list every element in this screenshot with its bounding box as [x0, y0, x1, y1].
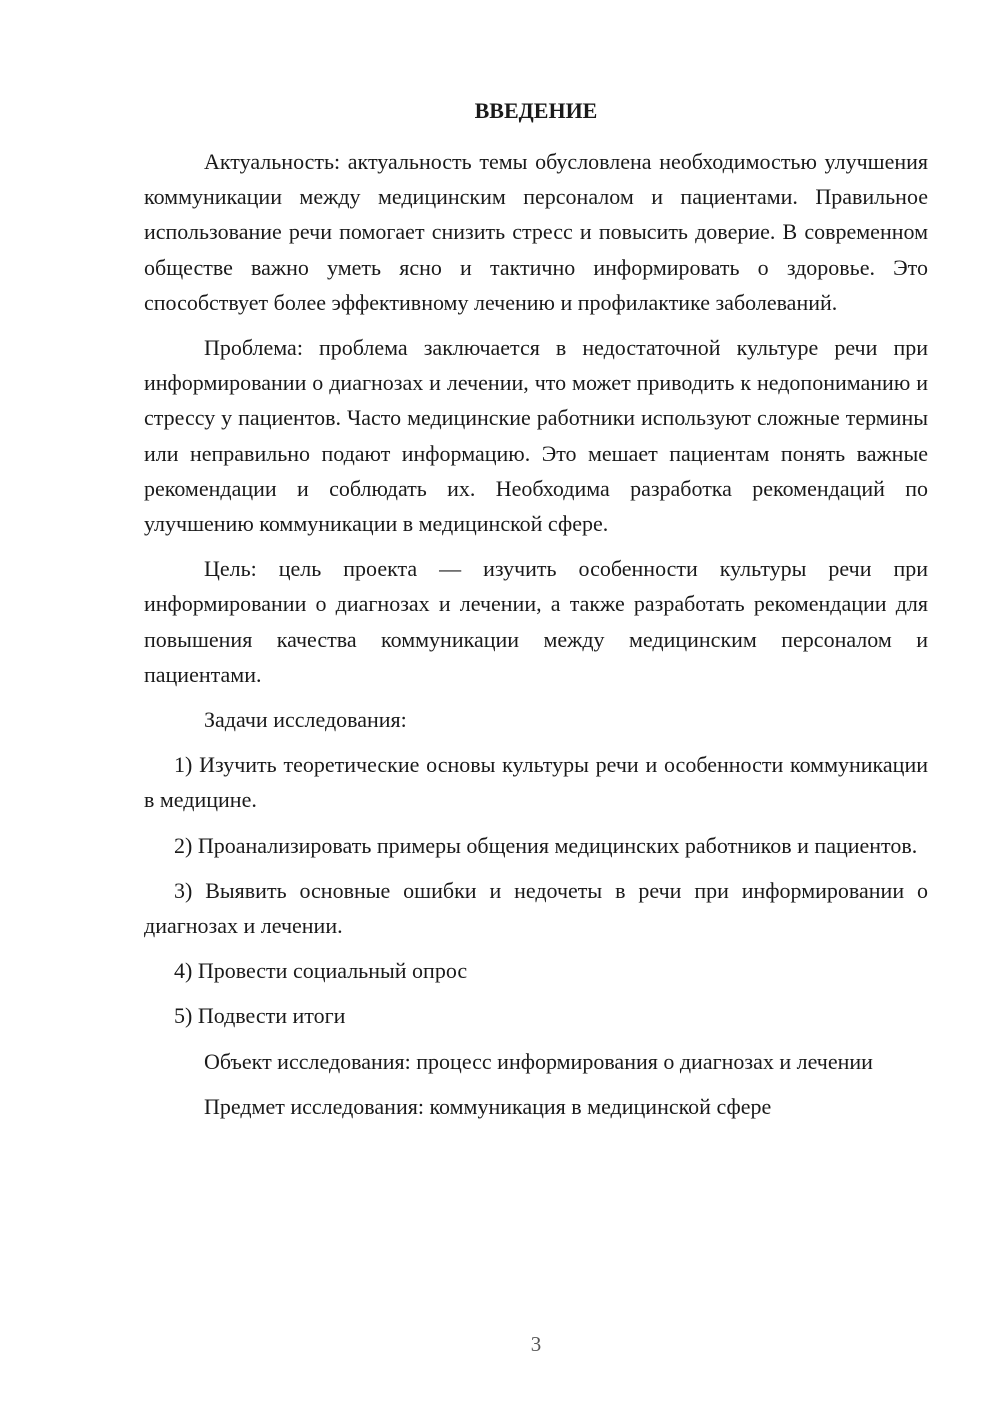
- object-paragraph: Объект исследования: процесс информирования о диагнозах и лечении: [204, 1048, 873, 1074]
- problem-paragraph: Проблема: проблема заключается в недостаточной культуре речи при информировании о диагнозах и лечении, что может приводить к недопониманию и стрессу у пациентов. Часто медицинские работники используют сложные термины или неправильно подают информацию. Это мешает пациентам понять важные рекомендации и соблюдать их. Необходима разработка рекомендаций по улучшению коммуникации в медицинской сфере.: [144, 335, 928, 537]
- task-item: 3) Выявить основные ошибки и недочеты в речи при информировании о диагнозах и лечении.: [144, 877, 928, 939]
- section-heading: ВВЕДЕНИЕ: [474, 98, 598, 123]
- relevance-paragraph: Актуальность: актуальность темы обусловлена необходимостью улучшения коммуникации между медицинским персоналом и пациентами. Правильное использование речи помогает снизить стресс и повысить доверие. В современном обществе важно уметь ясно и тактично информировать о здоровье. Это способствует более эффективному лечению и профилактике заболеваний.: [144, 149, 928, 315]
- page-number: 3: [530, 1332, 542, 1356]
- tasks-title: Задачи исследования:: [204, 707, 407, 733]
- task-item: 2) Проанализировать примеры общения медицинских работников и пациентов.: [174, 832, 918, 858]
- task-item: 4) Провести социальный опрос: [174, 958, 468, 984]
- goal-paragraph: Цель: цель проекта — изучить особенности культуры речи при информировании о диагнозах и лечении, а также разработать рекомендации для повышения качества коммуникации между медицинским персоналом и пациентами.: [144, 556, 928, 687]
- task-item: 5) Подвести итоги: [174, 1003, 346, 1029]
- page-content: [144, 96, 928, 1134]
- subject-paragraph: Предмет исследования: коммуникация в медицинской сфере: [204, 1093, 772, 1119]
- task-item: 1) Изучить теоретические основы культуры речи и особенности коммуникации в медицине.: [144, 752, 928, 813]
